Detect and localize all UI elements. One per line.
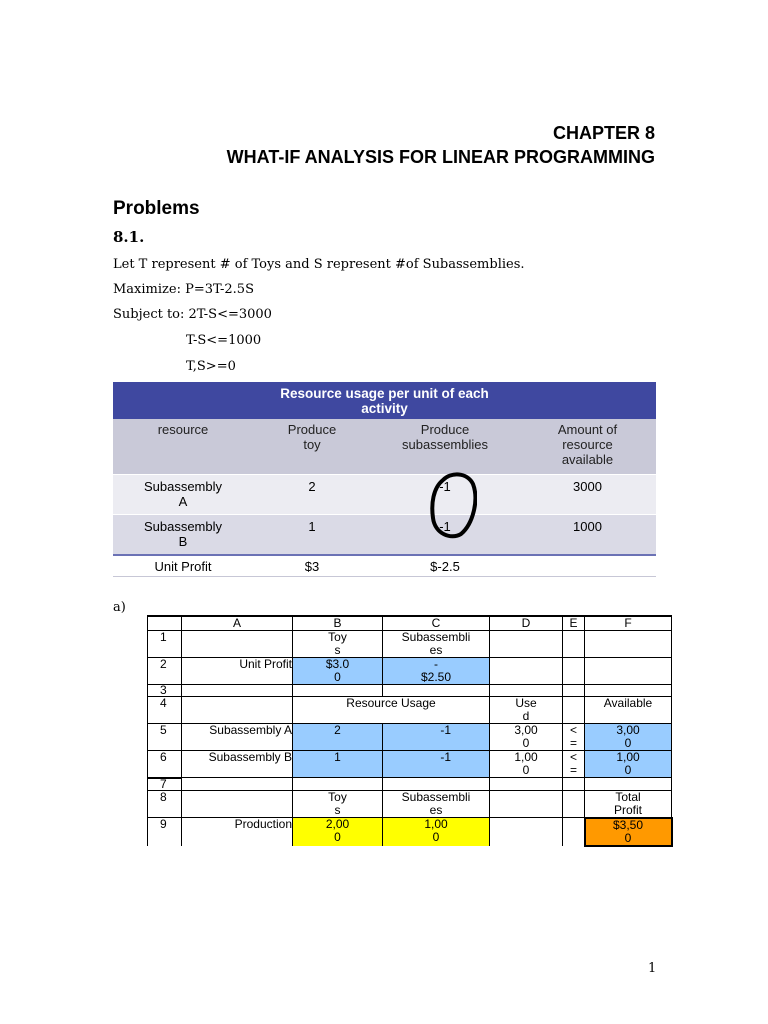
cell-sub: -1 — [371, 515, 519, 556]
col-header-toy: Produce toy — [253, 419, 371, 475]
cell-d8 — [490, 790, 563, 818]
section-heading: Problems — [113, 198, 200, 219]
cell-a2: Unit Profit — [182, 658, 293, 685]
row-number: 7 — [148, 778, 182, 791]
cell-c5: -1 — [383, 724, 490, 751]
row-number: 5 — [148, 724, 182, 751]
cell-c9: 1,00 0 — [383, 818, 490, 846]
cell-f6: 1,00 0 — [585, 751, 672, 778]
cell-a1 — [182, 631, 293, 658]
cell-e1 — [563, 631, 585, 658]
intro-text: Let T represent # of Toys and S represent #of Subassemblies. — [113, 257, 525, 272]
total-profit-cell: $3,50 0 — [585, 818, 672, 846]
cell-f2 — [585, 658, 672, 685]
col-letter: D — [490, 616, 563, 631]
cell-c6: -1 — [383, 751, 490, 778]
corner-cell — [148, 616, 182, 631]
col-letter: B — [293, 616, 383, 631]
cell-b8: Toy s — [293, 790, 383, 818]
chapter-label: CHAPTER 8 — [552, 123, 655, 143]
column-letter-row — [148, 616, 672, 631]
cell-b5: 2 — [293, 724, 383, 751]
page-number: 1 — [648, 961, 657, 976]
table-row — [148, 685, 672, 697]
table-row — [148, 658, 672, 685]
cell-e4 — [563, 697, 585, 724]
row-number: 4 — [148, 697, 182, 724]
row-number: 2 — [148, 658, 182, 685]
cell-d1 — [490, 631, 563, 658]
col-letter: C — [383, 616, 490, 631]
cell-toy: $3 — [253, 555, 371, 577]
table-row — [148, 631, 672, 658]
table-row — [113, 515, 656, 556]
constraint-1-text: Subject to: 2T-S<=3000 — [113, 307, 272, 322]
row-label: Subassembly B — [113, 515, 253, 556]
cell-toy: 1 — [253, 515, 371, 556]
row-number: 9 — [148, 818, 182, 846]
cell-sub: -1 — [371, 475, 519, 515]
col-header-resource: resource — [113, 419, 253, 475]
table-row — [148, 790, 672, 818]
chapter-title: WHAT-IF ANALYSIS FOR LINEAR PROGRAMMING — [226, 147, 655, 167]
row-number: 1 — [148, 631, 182, 658]
cell-a9: Production — [182, 818, 293, 846]
cell-a8 — [182, 790, 293, 818]
table-row — [113, 555, 656, 577]
row-number: 8 — [148, 790, 182, 818]
cell-a5: Subassembly A — [182, 724, 293, 751]
constraint-3-text: T,S>=0 — [186, 359, 236, 374]
cell-b9: 2,00 0 — [293, 818, 383, 846]
cell-f4: Available — [585, 697, 672, 724]
table-row — [113, 475, 656, 515]
cell-e2 — [563, 658, 585, 685]
row-number: 3 — [148, 685, 182, 697]
table-row — [148, 818, 672, 846]
cell-toy: 2 — [253, 475, 371, 515]
spreadsheet — [147, 615, 673, 847]
table-header: Resource usage per unit of each activity — [113, 382, 656, 419]
cell-a6: Subassembly B — [182, 751, 293, 778]
table-row — [148, 751, 672, 778]
cell-d2 — [490, 658, 563, 685]
col-letter: A — [182, 616, 293, 631]
problem-number: 8.1. — [113, 228, 145, 246]
cell-b2: $3.0 0 — [293, 658, 383, 685]
chapter-heading — [227, 121, 655, 169]
cell-c1: Subassembli es — [383, 631, 490, 658]
cell-available: 1000 — [519, 515, 656, 556]
col-header-subassemblies: Produce subassemblies — [371, 419, 519, 475]
cell-f1 — [585, 631, 672, 658]
table-row — [148, 778, 672, 791]
resource-usage-table — [113, 382, 656, 577]
cell-c2: - $2.50 — [383, 658, 490, 685]
table-row — [148, 724, 672, 751]
row-label: Subassembly A — [113, 475, 253, 515]
cell-sub: $-2.5 — [371, 555, 519, 577]
cell-e8 — [563, 790, 585, 818]
part-label: a) — [113, 600, 126, 615]
cell-available: 3000 — [519, 475, 656, 515]
cell-b1: Toy s — [293, 631, 383, 658]
row-label: Unit Profit — [113, 555, 253, 577]
cell-d9 — [490, 818, 563, 846]
cell-available — [519, 555, 656, 577]
cell-a4 — [182, 697, 293, 724]
cell-f8: Total Profit — [585, 790, 672, 818]
objective-text: Maximize: P=3T-2.5S — [113, 282, 254, 297]
cell-d4: Use d — [490, 697, 563, 724]
constraint-2-text: T-S<=1000 — [186, 333, 262, 348]
cell-e5: < = — [563, 724, 585, 751]
col-header-available: Amount of resource available — [519, 419, 656, 475]
row-number: 6 — [148, 751, 182, 778]
cell-c8: Subassembli es — [383, 790, 490, 818]
cell-bc4: Resource Usage — [293, 697, 490, 724]
cell-d6: 1,00 0 — [490, 751, 563, 778]
cell-f5: 3,00 0 — [585, 724, 672, 751]
cell-e9 — [563, 818, 585, 846]
cell-b6: 1 — [293, 751, 383, 778]
col-letter: F — [585, 616, 672, 631]
col-letter: E — [563, 616, 585, 631]
cell-d5: 3,00 0 — [490, 724, 563, 751]
table-row — [148, 697, 672, 724]
cell-e6: < = — [563, 751, 585, 778]
